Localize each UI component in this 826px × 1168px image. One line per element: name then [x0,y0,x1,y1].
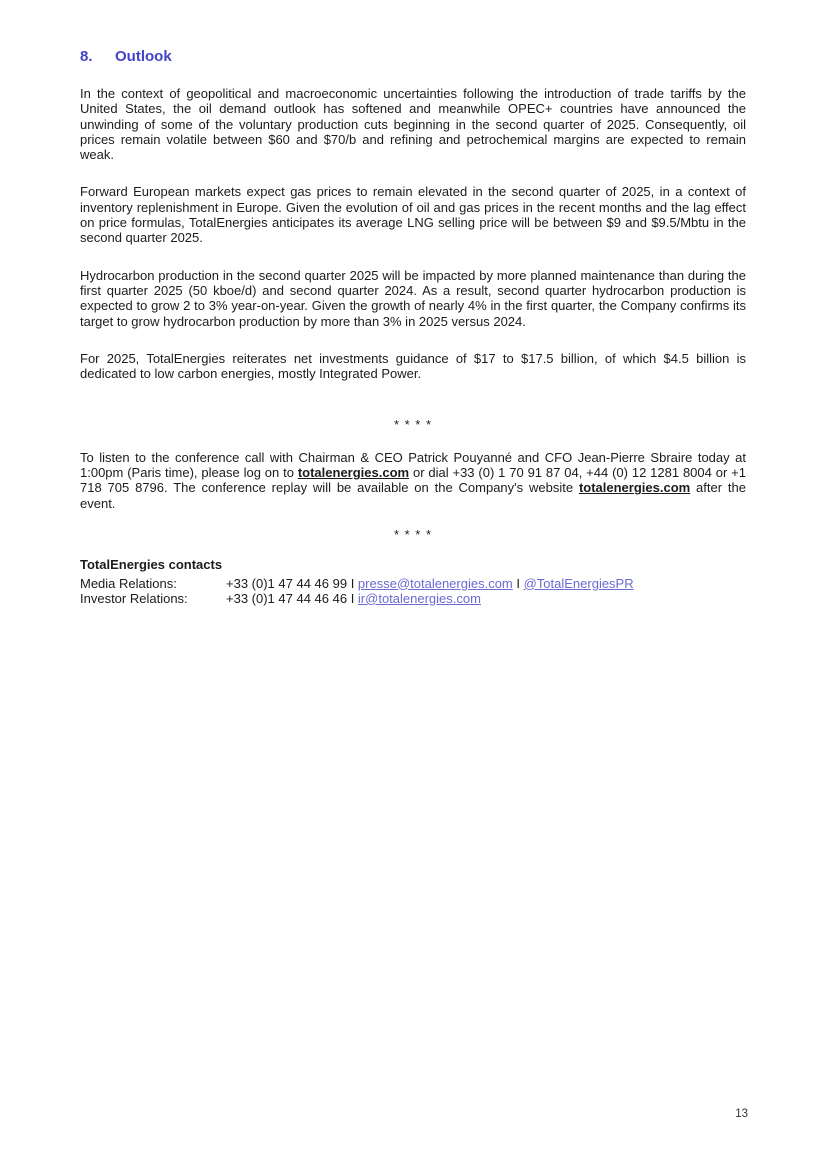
separator-bar: I [512,575,524,591]
contact-row-media-relations [80,576,746,591]
asterisk-separator: * * * * [393,526,433,542]
contact-value [226,576,634,591]
separator-bar: I [347,590,358,606]
conference-text-before: To listen to the conference call with Chairman & CEO Patrick Pouyanné and CFO Jean-Pierre Sbraire today at 1:00pm (Paris time), please log on to [80,449,746,481]
section-title: Outlook [115,48,172,65]
paragraph-net-investments: For 2025, TotalEnergies reiterates net investments guidance of $17 to $17.5 billion, of which $4.5 billion is dedicated to low carbon energies, mostly Integrated Power. [80,350,746,382]
contact-label: Media Relations: [80,575,177,591]
totalenergies-website-link[interactable]: totalenergies.com [578,480,691,496]
section-number: 8. [80,48,93,65]
investor-email-link[interactable]: ir@totalenergies.com [357,590,481,606]
separator-bar: I [347,575,358,591]
contact-value [226,591,481,606]
contact-phone: +33 (0)1 47 44 46 99 [226,575,348,591]
paragraph-oil-demand-outlook: In the context of geopolitical and macroeconomic uncertainties following the introduction of trade tariffs by the United States, the oil demand outlook has softened and meanwhile OPEC+ countries have announced the unwinding of some of the voluntary production cuts beginning in the second quarter of 2025. Consequently, oil prices remain volatile between $60 and $70/b and refining and petrochemical margins are expected to remain weak. [80,86,746,163]
totalenergies-website-link[interactable]: totalenergies.com [297,465,410,481]
paragraph-conference-call [80,450,746,511]
contact-phone: +33 (0)1 47 44 46 46 [226,590,348,606]
section-heading [80,48,746,66]
page-number: 13 [735,1108,748,1120]
contact-row-investor-relations [80,591,746,606]
contacts-section [80,557,746,606]
press-email-link[interactable]: presse@totalenergies.com [357,575,513,591]
twitter-handle-link[interactable]: @TotalEnergiesPR [523,575,634,591]
paragraph-gas-prices: Forward European markets expect gas prices to remain elevated in the second quarter of 2025, in a context of inventory replenishment in Europe. Given the evolution of oil and gas prices in the recent months and the lag effect on price formulas, TotalEnergies anticipates its average LNG selling price will be between $9 and $9.5/Mbtu in the second quarter 2025. [80,184,746,246]
contact-label: Investor Relations: [80,590,188,606]
paragraph-hydrocarbon-production: Hydrocarbon production in the second quarter 2025 will be impacted by more planned maintenance than during the first quarter 2025 (50 kboe/d) and second quarter 2024. As a result, second quarter hydrocarbon production is expected to grow 2 to 3% year-on-year. Given the growth of nearly 4% in the first quarter, the Company confirms its target to grow hydrocarbon production by more than 3% in 2025 versus 2024. [80,267,746,329]
asterisk-separator: * * * * [393,417,433,433]
conference-text-after: after the event. [80,480,746,511]
contacts-title: TotalEnergies contacts [80,557,223,573]
conference-text-middle: or dial +33 (0) 1 70 91 87 04, +44 (0) 12 1281 8004 or +1 718 705 8796. The conference replay will be available on the Company's website [80,465,746,496]
